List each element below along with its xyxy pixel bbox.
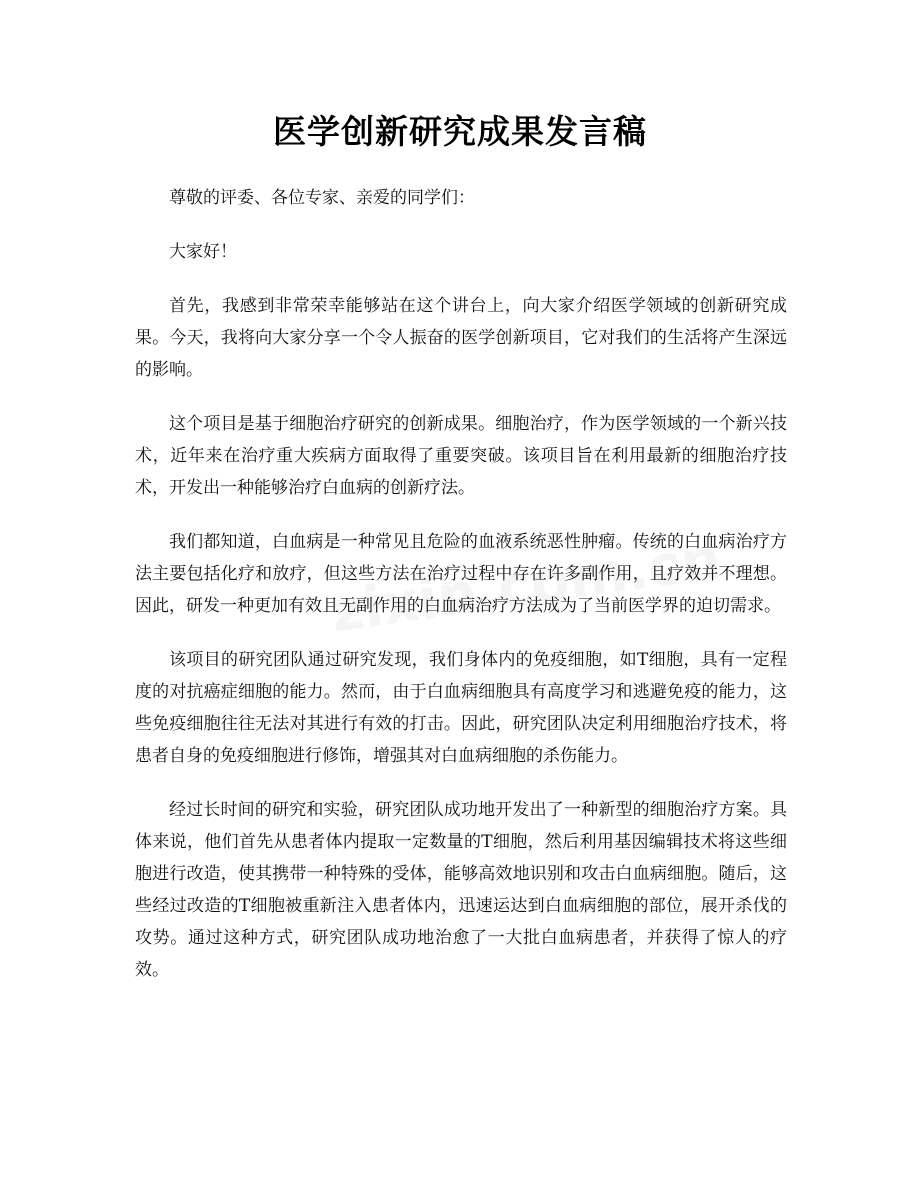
salutation: 尊敬的评委、各位专家、亲爱的同学们： <box>169 188 475 208</box>
document-body <box>135 182 787 1008</box>
paragraph-research-finding: 该项目的研究团队通过研究发现，我们身体内的免疫细胞，如T细胞，具有一定程度的对抗癌症细胞的能力。然而，由于白血病细胞具有高度学习和逃避免疫的能力，这些免疫细胞往往无法对其进行有效的打击。因此，研究团队决定利用细胞治疗技术，将患者自身的免疫细胞进行修饰，增强其对白血病细胞的杀伤能力。 <box>135 650 787 766</box>
document-title: 医学创新研究成果发言稿 <box>273 112 647 151</box>
paragraph-introduction: 首先，我感到非常荣幸能够站在这个讲台上，向大家介绍医学领域的创新研究成果。今天，我将向大家分享一个令人振奋的医学创新项目，它对我们的生活将产生深远的影响。 <box>135 296 787 380</box>
paragraph-project-basis: 这个项目是基于细胞治疗研究的创新成果。细胞治疗，作为医学领域的一个新兴技术，近年来在治疗重大疾病方面取得了重要突破。该项目旨在利用最新的细胞治疗技术，开发出一种能够治疗白血病的创新疗法。 <box>135 414 787 498</box>
paragraph-leukemia-background: 我们都知道，白血病是一种常见且危险的血液系统恶性肿瘤。传统的白血病治疗方法主要包括化疗和放疗，但这些方法在治疗过程中存在许多副作用，且疗效并不理想。因此，研发一种更加有效且无副作用的白血病治疗方法成为了当前医学界的迫切需求。 <box>135 532 787 616</box>
greeting: 大家好！ <box>169 242 237 262</box>
paragraph-treatment-method: 经过长时间的研究和实验，研究团队成功地开发出了一种新型的细胞治疗方案。具体来说，他们首先从患者体内提取一定数量的T细胞，然后利用基因编辑技术将这些细胞进行改造，使其携带一种特殊的受体，能够高效地识别和攻击白血病细胞。随后，这些经过改造的T细胞被重新注入患者体内，迅速运达到白血病细胞的部位，展开杀伐的攻势。通过这种方式，研究团队成功地治愈了一大批白血病患者，并获得了惊人的疗效。 <box>135 800 787 980</box>
